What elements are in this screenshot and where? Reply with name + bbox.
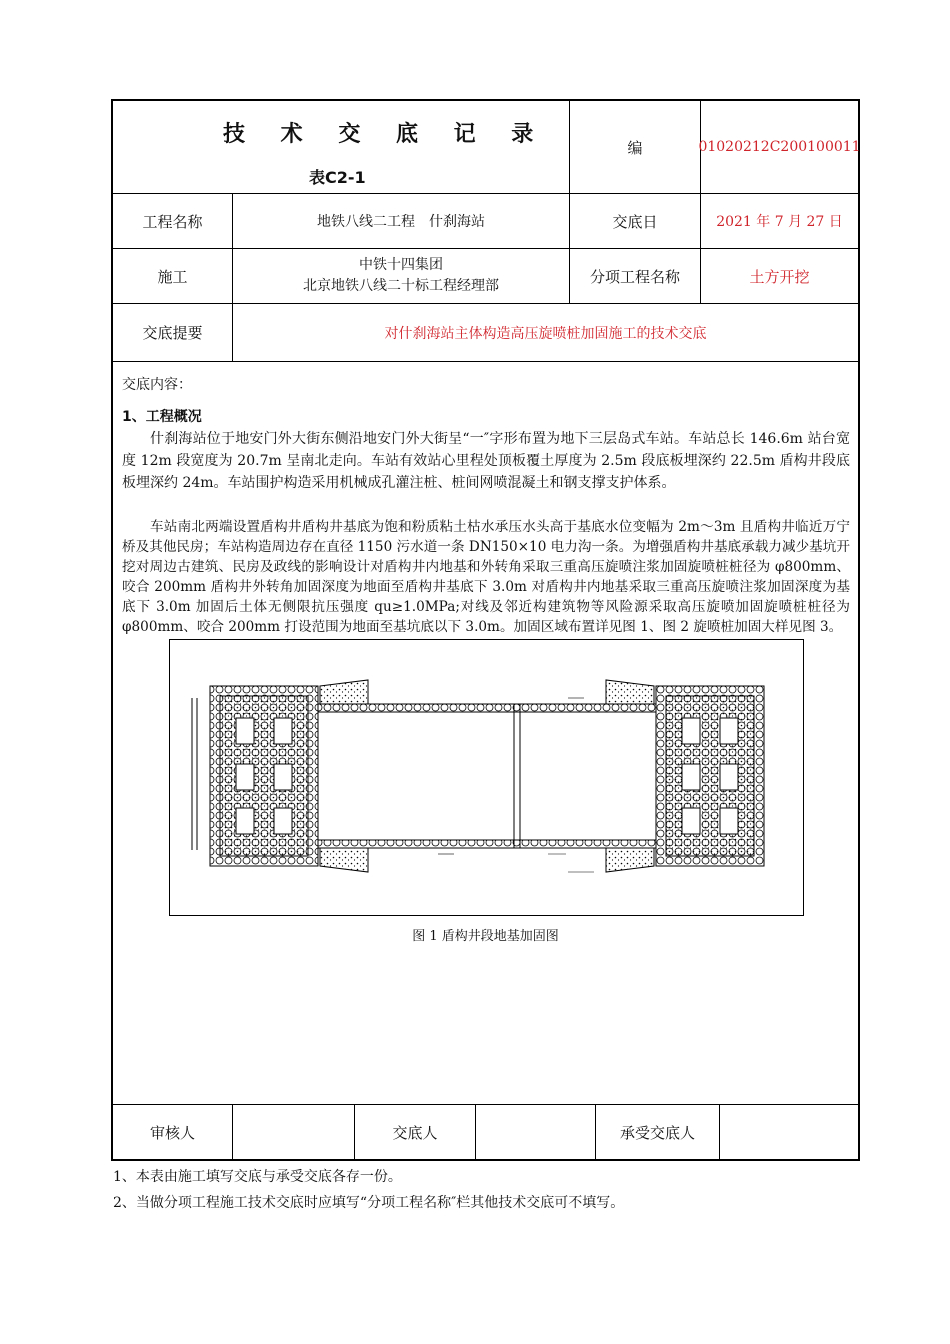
summary-value: 对什刹海站主体构造高压旋喷桩加固施工的技术交底 [384, 325, 707, 342]
date-value: 2021 年 7 月 27 日 [716, 214, 843, 230]
reviewer-signature[interactable] [233, 1105, 355, 1159]
subitem-label: 分项工程名称 [570, 249, 701, 303]
project-row [113, 194, 858, 249]
code-value: 01020212C200100011 [698, 139, 861, 155]
right-reinforced-zone [666, 696, 754, 856]
contractor-line-1: 中铁十四集团 [359, 257, 443, 273]
left-reinforced-zone [220, 696, 308, 856]
reinforcement-figure [169, 639, 804, 916]
station-section-right [520, 712, 656, 840]
content-intro: 交底内容： [122, 377, 192, 393]
subitem-value: 土方开挖 [749, 267, 810, 286]
discloser-signature[interactable] [476, 1105, 596, 1159]
discloser-label: 交底人 [355, 1105, 476, 1159]
signature-row [113, 1105, 858, 1159]
disclosure-form [111, 99, 860, 1161]
date-label: 交底日 [570, 194, 701, 248]
receiver-label: 承受交底人 [596, 1105, 720, 1159]
summary-label: 交底提要 [113, 304, 233, 361]
summary-row [113, 304, 858, 362]
paragraph-2: 车站南北两端设置盾构井盾构井基底为饱和粉质粘土枯水承压水头高于基底水位变幅为 2m～3m 且盾构井临近万宁桥及其他民房；车站构造周边存在直径 1150 污水道一条 DN150×10 电力沟一条。为增强盾构井基底承载力减少基坑开挖对周边古建筑、民房及政线的影响设计对盾构井内地基和外转角采取三重高压旋喷注浆加固旋喷桩桩径为 φ800mm、咬合 200mm 盾构井外转角加固深度为地面至盾构井基底下 3.0m 对盾构井内地基采取三重高压旋喷注浆加固深度为基底下 3.0m 加固后土体无侧限抗压强度 qu≥1.0MPa;对线及邻近构建筑物等风险源采取高压旋喷加固旋喷桩桩径为 φ800mm、咬合 200mm 打设范围为地面至基坑底以下 3.0m。加固区域布置详见图 1、图 2 旋喷桩加固大样见图 3。 [122, 519, 850, 635]
code-label: 编 [570, 101, 701, 193]
footnote-2: 2、当做分项工程施工技术交底时应填写“分项工程名称″栏其他技术交底可不填写。 [113, 1195, 625, 1211]
paragraph-1: 什刹海站位于地安门外大街东侧沿地安门外大街呈“一″字形布置为地下三层岛式车站。车站总长 146.6m 站台宽度 12m 段宽度为 20.7m 呈南北走向。车站有效站心里程处顶板覆土厚度为 2.5m 段底板埋深约 22.5m 盾构井段底板埋深约 24m。车站围护构造采用机械成孔灌注桩、桩间网喷混凝土和钢支撑支护体系。 [122, 431, 850, 491]
section-title: 1、工程概况 [122, 409, 202, 425]
title-cell [113, 101, 570, 193]
project-value: 地铁八线二工程 什刹海站 [233, 194, 570, 248]
project-label: 工程名称 [113, 194, 233, 248]
shield-well-plan-drawing [170, 640, 803, 915]
contractor-label: 施工 [113, 249, 233, 303]
footnote-1: 1、本表由施工填写交底与承受交底各存一份。 [113, 1169, 402, 1185]
contractor-value [233, 249, 570, 303]
contractor-line-2: 北京地铁八线二十标工程经理部 [303, 278, 499, 294]
station-section-left [318, 712, 514, 840]
receiver-signature[interactable] [720, 1105, 858, 1159]
title-row [113, 101, 861, 194]
form-title: 技 术 交 底 记 录 [223, 122, 548, 147]
figure-caption: 图 1 盾构井段地基加固图 [412, 929, 559, 944]
contractor-row [113, 249, 858, 304]
content-area [113, 362, 858, 1105]
reviewer-label: 审核人 [113, 1105, 233, 1159]
form-number: 表C2-1 [309, 168, 366, 187]
